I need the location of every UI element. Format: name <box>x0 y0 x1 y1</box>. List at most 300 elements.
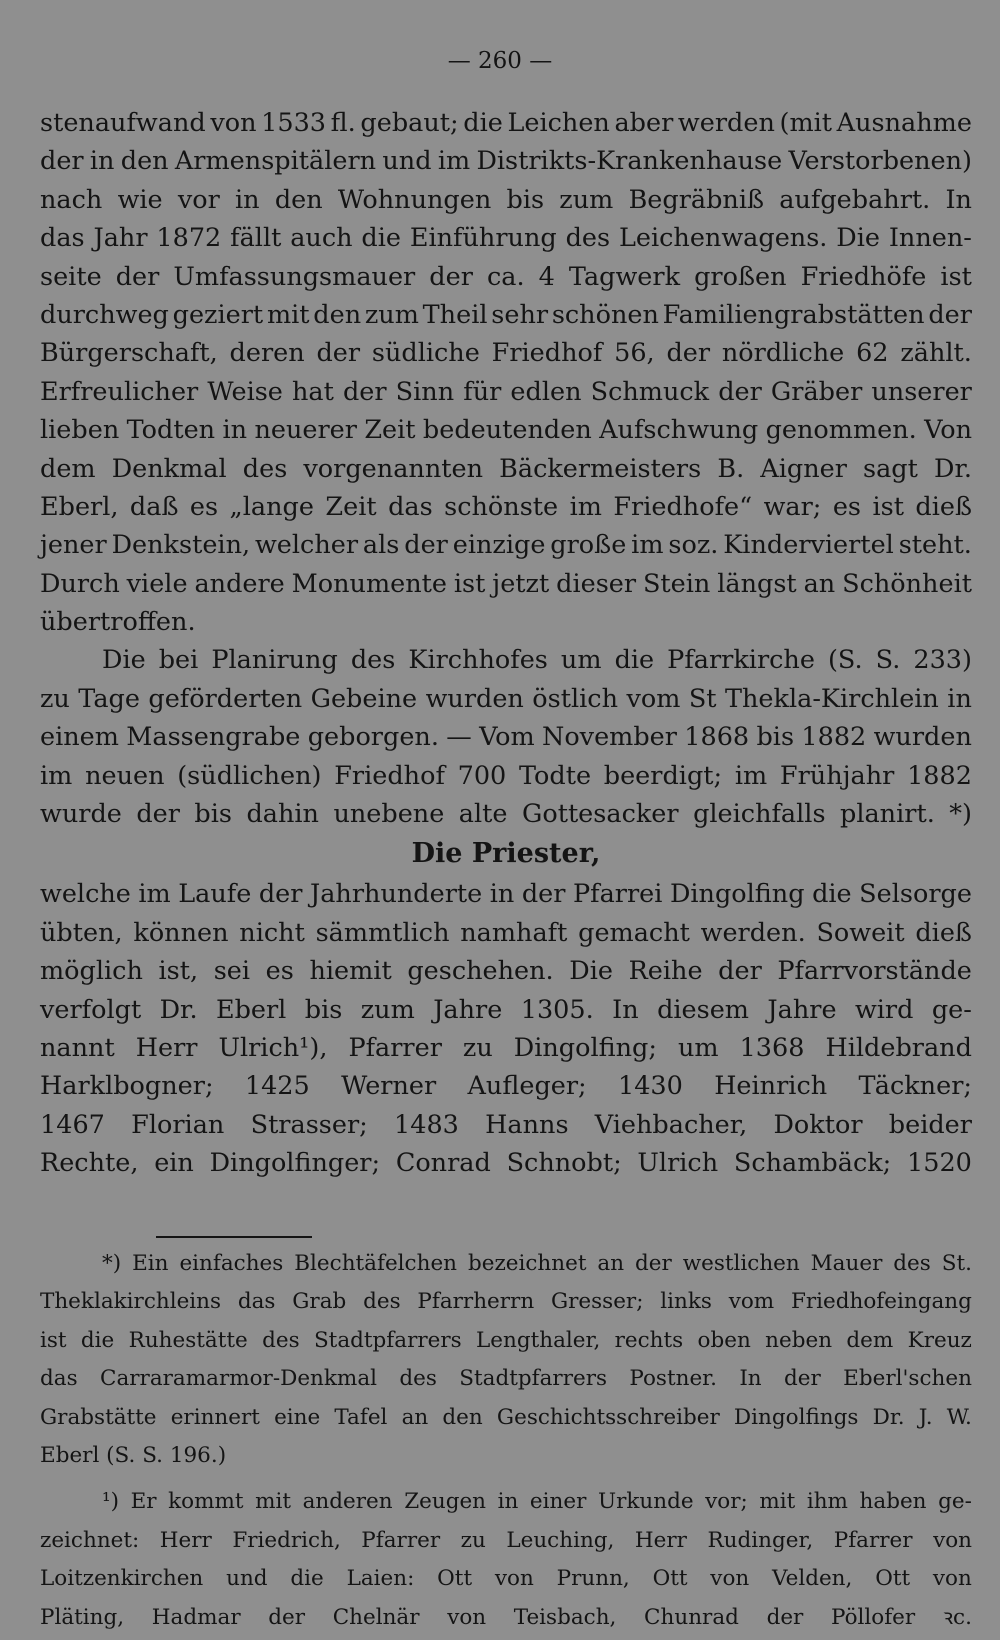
word: Heinrich <box>714 1071 828 1102</box>
word: Herr <box>135 1032 198 1063</box>
word: der <box>40 146 84 177</box>
word: der <box>136 799 180 830</box>
word: können <box>133 917 229 948</box>
word: von <box>447 1604 487 1630</box>
word: das <box>40 223 85 254</box>
word: Lengthaler, <box>476 1327 601 1353</box>
word: jener <box>40 530 107 561</box>
word: (südlichen) <box>177 760 322 791</box>
word: genommen. <box>765 415 917 446</box>
word: Aufschwung <box>599 415 759 446</box>
word: 1483 <box>394 1109 459 1140</box>
word: ge- <box>938 1489 972 1515</box>
word: Weise <box>207 376 283 407</box>
word: Umfassungsmauer <box>173 261 416 292</box>
word: Wohnungen <box>337 184 492 215</box>
word: der <box>784 1366 821 1392</box>
word: 4 <box>538 261 555 292</box>
word: bedeutenden <box>422 415 592 446</box>
word: Friedhof <box>491 338 603 369</box>
word: 1425 <box>244 1071 310 1102</box>
word: Hanns <box>485 1109 569 1140</box>
word: 1882 <box>801 722 867 753</box>
word: der <box>666 338 711 369</box>
word: Pfarrer <box>833 1527 913 1553</box>
word: Die <box>102 645 146 676</box>
text-line <box>40 875 972 913</box>
text-line <box>40 914 972 952</box>
word: bis <box>194 799 232 830</box>
word: ꝛc. <box>942 1604 972 1630</box>
word: In <box>945 184 972 215</box>
word: der <box>429 261 473 292</box>
word: der <box>268 1604 306 1630</box>
word: Leichenwagens. <box>618 223 828 254</box>
word: der <box>258 879 303 910</box>
word: Denkstein, <box>111 530 251 561</box>
word: unebene <box>333 799 445 830</box>
word: 1882 <box>907 760 972 791</box>
word: Gebeine <box>310 683 418 714</box>
word: nach <box>40 184 103 215</box>
word: der <box>635 1251 672 1276</box>
word: Herr <box>159 1527 212 1553</box>
word: W. <box>946 1404 972 1430</box>
word: Dr. <box>159 994 198 1025</box>
word: Dingolfing <box>669 879 805 910</box>
word: Täckner; <box>858 1071 972 1102</box>
word: Dingolfing; <box>513 1032 657 1063</box>
word: Einführung <box>409 223 557 254</box>
word: ist, <box>158 956 199 987</box>
word: Mauer <box>810 1251 883 1276</box>
word: Tagwerk <box>568 261 681 292</box>
word: Friedhofe“ <box>613 491 753 522</box>
word: zum <box>559 184 614 215</box>
word: Verstorbenen) <box>788 146 972 177</box>
section-heading: Die Priester, <box>411 838 601 870</box>
word: 56, <box>614 338 655 369</box>
text-line <box>40 104 972 142</box>
word: die <box>290 1566 324 1592</box>
text-line <box>40 411 972 449</box>
word: Stein <box>642 568 711 599</box>
text-line <box>40 991 972 1029</box>
word: neuerer <box>254 415 357 446</box>
word: welcher <box>254 530 359 561</box>
word: 1305. <box>520 994 594 1025</box>
word: Zeit <box>325 491 377 522</box>
word: oben <box>697 1327 751 1353</box>
word: In <box>612 994 639 1025</box>
word: 1430 <box>617 1071 683 1102</box>
word: 1467 <box>40 1109 105 1140</box>
word: 1368 <box>739 1032 805 1063</box>
word: Conrad <box>395 1148 491 1179</box>
word: zu <box>462 1032 493 1063</box>
word: Jahre <box>767 994 837 1025</box>
word: Stadtpfarrers <box>313 1327 462 1353</box>
word: Friedrich, <box>232 1527 341 1553</box>
word: Dingolfinger; <box>209 1148 381 1179</box>
word: Aigner <box>760 453 847 484</box>
text-line <box>40 718 972 756</box>
word: Doktor <box>773 1109 863 1140</box>
word: Ott <box>652 1566 688 1592</box>
word: November <box>542 722 677 753</box>
word: 1868 <box>684 722 750 753</box>
word: neuen <box>85 760 165 791</box>
word: des <box>262 1327 300 1353</box>
word: *) <box>949 799 972 830</box>
word: mit <box>255 1489 292 1515</box>
text-line <box>40 757 972 795</box>
footnote-line <box>40 1325 972 1363</box>
word: 1872 <box>156 223 222 254</box>
word: das <box>40 1366 78 1392</box>
word: ist <box>940 261 972 292</box>
word: für <box>463 376 502 407</box>
word: Schambäck; <box>733 1148 892 1179</box>
word: Velden, <box>772 1566 853 1592</box>
word: Ott <box>437 1566 473 1592</box>
word: beerdigt; <box>603 760 723 791</box>
word: Tage <box>78 683 140 714</box>
footnote-line <box>40 1486 972 1524</box>
word: vom <box>728 1289 775 1315</box>
word: 1520 <box>907 1148 972 1179</box>
word: den <box>274 184 323 215</box>
word: Gräber <box>770 376 863 407</box>
word: südliche <box>371 338 480 369</box>
word: des <box>399 1366 437 1392</box>
word: „lange <box>229 491 314 522</box>
word: sehr <box>491 299 549 330</box>
text-line <box>40 1067 972 1105</box>
word: Todte <box>519 760 592 791</box>
word: zu <box>460 1527 486 1553</box>
word: der <box>316 338 361 369</box>
word: gleichfalls <box>693 799 826 830</box>
word: eine <box>274 1404 321 1430</box>
word: des <box>565 223 611 254</box>
word: Loitzenkirchen <box>40 1566 204 1592</box>
word: Pfarrkirche <box>667 645 815 676</box>
text-line <box>40 334 972 372</box>
word: ist <box>453 568 486 599</box>
word: geborgen. <box>307 722 439 753</box>
word: Bürgerschaft, <box>40 338 218 369</box>
word: Rechte, <box>40 1148 139 1179</box>
word: Jahr <box>93 223 148 254</box>
word: dem <box>40 453 96 484</box>
word: der <box>115 261 160 292</box>
word: sagt <box>863 453 918 484</box>
word: großen <box>694 261 787 292</box>
word: dieser <box>556 568 637 599</box>
word: Pfarrei <box>572 879 663 910</box>
word: Harklbogner; <box>40 1071 214 1102</box>
word: Prunn, <box>556 1566 630 1592</box>
word: möglich <box>40 956 143 987</box>
footnote-line <box>40 1363 972 1401</box>
word: von <box>710 1566 750 1592</box>
word: neben <box>765 1327 833 1353</box>
footnote-gap <box>40 1478 972 1486</box>
word: wie <box>117 184 163 215</box>
word: erinnert <box>170 1404 260 1430</box>
word: Jahre <box>433 994 503 1025</box>
word: soz. <box>668 530 719 561</box>
word: übten, <box>40 917 123 948</box>
word: Die <box>836 223 880 254</box>
word: Die <box>569 956 613 987</box>
text-line <box>40 1144 972 1182</box>
word: östlich <box>532 683 618 714</box>
word: Pöllofer <box>830 1604 916 1630</box>
word: Laufe <box>178 879 252 910</box>
word: jetzt <box>492 568 550 599</box>
word: Gottesacker <box>521 799 679 830</box>
word: ein <box>154 1148 194 1179</box>
word: im <box>437 146 471 177</box>
footnote-line <box>40 1286 972 1324</box>
word: Tafel <box>334 1404 388 1430</box>
word: Ulrich <box>637 1148 719 1179</box>
word: von <box>933 1527 972 1553</box>
word: mit <box>759 1489 796 1515</box>
word: wurden <box>873 722 972 753</box>
word: Leuching, <box>506 1527 615 1553</box>
word: Ulrich¹), <box>218 1032 328 1063</box>
word: Pfarrvorstände <box>777 956 972 987</box>
word: Ein <box>132 1251 169 1276</box>
word: bis <box>756 722 795 753</box>
word: in <box>235 184 260 215</box>
word: Grabstätte <box>40 1404 157 1430</box>
word: Chelnär <box>332 1604 420 1630</box>
text-line <box>40 181 972 219</box>
word: *) <box>102 1251 122 1276</box>
word: dieß <box>915 491 972 522</box>
word: die <box>812 879 852 910</box>
word: das <box>388 491 433 522</box>
word: Eberl <box>215 994 287 1025</box>
word: der <box>521 879 566 910</box>
word: bis <box>506 184 545 215</box>
word: es <box>832 491 862 522</box>
word: der <box>342 376 387 407</box>
word: Hildebrand <box>825 1032 972 1063</box>
word: ¹) <box>102 1489 120 1515</box>
word: Kinderviertel <box>723 530 894 561</box>
word: wird <box>854 994 914 1025</box>
word: nördliche <box>721 338 845 369</box>
word: war; <box>763 491 822 522</box>
word: im <box>40 760 73 791</box>
word: andere <box>194 568 285 599</box>
word: — <box>446 722 472 753</box>
word: Schnobt; <box>506 1148 622 1179</box>
word: St <box>688 683 717 714</box>
word: des <box>242 453 288 484</box>
page-number: — 260 — <box>447 48 553 74</box>
word: es <box>265 956 294 987</box>
footnote-line <box>40 1402 972 1440</box>
word: nannt <box>40 1032 115 1063</box>
word: in <box>497 1489 519 1515</box>
word: der <box>766 1604 804 1630</box>
word: an <box>597 1251 625 1276</box>
word: Theil <box>422 299 488 330</box>
word: vor <box>177 184 220 215</box>
word: Friedhof <box>334 760 445 791</box>
word: Teisbach, <box>513 1604 617 1630</box>
word: Carraramarmor-Denkmal <box>100 1366 378 1392</box>
word: Dr. <box>872 1404 905 1430</box>
word: planirt. <box>840 799 935 830</box>
word: Florian <box>131 1109 225 1140</box>
word: Soweit <box>816 917 905 948</box>
word: lieben <box>40 415 120 446</box>
word: gemacht <box>578 917 690 948</box>
word: Chunrad <box>644 1604 739 1630</box>
word: Von <box>924 415 972 446</box>
word: westlichen <box>682 1251 800 1276</box>
word: Laien: <box>346 1566 415 1592</box>
word: wurden <box>425 683 524 714</box>
word: Bäckermeisters <box>499 453 702 484</box>
word: vom <box>626 683 681 714</box>
word: einer <box>529 1489 587 1515</box>
word: um <box>677 1032 719 1063</box>
word: ist <box>40 1327 67 1353</box>
word: Geschichtsschreiber <box>496 1404 720 1430</box>
word: diesem <box>657 994 749 1025</box>
word: (mit <box>779 108 833 138</box>
word: daß <box>129 491 179 522</box>
word: beider <box>888 1109 972 1140</box>
text-line <box>40 258 972 296</box>
word: namhaft <box>460 917 568 948</box>
word: seite <box>40 261 102 292</box>
word: von <box>494 1566 534 1592</box>
word: In <box>739 1366 762 1392</box>
word: aber <box>614 108 674 138</box>
word: die <box>614 645 655 676</box>
word: Friedhofeingang <box>790 1289 972 1315</box>
word: unserer <box>871 376 972 407</box>
word: im <box>631 530 664 561</box>
word: von <box>932 1566 972 1592</box>
word: Eberl'schen <box>843 1366 972 1392</box>
word: Thekla-Kirchlein <box>724 683 939 714</box>
word: steht. <box>898 530 972 561</box>
word: einzige <box>452 530 546 561</box>
text-line <box>40 296 972 334</box>
word: nicht <box>239 917 305 948</box>
text-line <box>40 142 972 180</box>
word: der <box>718 956 762 987</box>
word: Viehbacher, <box>594 1109 748 1140</box>
word: fl. <box>330 108 356 138</box>
word: in <box>89 146 115 177</box>
word: hat <box>292 376 334 407</box>
word: Planirung <box>211 645 338 676</box>
word: Massengrabe <box>126 722 301 753</box>
word: Grab <box>292 1289 347 1315</box>
text-line <box>40 680 972 718</box>
word: gebaut; <box>360 108 459 138</box>
text-line <box>40 952 972 990</box>
word: an <box>803 568 836 599</box>
word: große <box>550 530 627 561</box>
word: Friedhöfe <box>800 261 927 292</box>
word: sei <box>213 956 251 987</box>
word: Selsorge <box>859 879 972 910</box>
word: Denkmal <box>111 453 227 484</box>
word: Gresser; <box>550 1289 644 1315</box>
word: des <box>893 1251 931 1276</box>
word: deren <box>229 338 305 369</box>
word: verfolgt <box>40 994 142 1025</box>
word: geziert <box>172 299 264 330</box>
word: rechts <box>614 1327 684 1353</box>
text-line <box>40 565 972 603</box>
footnote-line: Eberl (S. S. 196.) <box>40 1442 227 1468</box>
word: die <box>80 1327 115 1353</box>
word: hiemit <box>309 956 392 987</box>
word: S. <box>875 645 901 676</box>
word: zum <box>360 994 415 1025</box>
word: Schmuck <box>590 376 710 407</box>
word: bezeichnet <box>467 1251 587 1276</box>
word: Erfreulicher <box>40 376 199 407</box>
word: um <box>560 645 602 676</box>
word: St. <box>941 1251 972 1276</box>
word: und <box>382 146 432 177</box>
word: in <box>947 683 972 714</box>
word: bei <box>158 645 199 676</box>
word: Sinn <box>395 376 455 407</box>
word: als <box>362 530 400 561</box>
word: Stadtpfarrers <box>459 1366 608 1392</box>
text-line <box>40 488 972 526</box>
word: geschehen. <box>407 956 554 987</box>
word: einfaches <box>179 1251 284 1276</box>
text-line <box>40 795 972 833</box>
word: einem <box>40 722 119 753</box>
word: Monumente <box>291 568 448 599</box>
word: des <box>350 645 396 676</box>
word: Dr. <box>934 453 972 484</box>
word: Schönheit <box>842 568 972 599</box>
word: (S. <box>827 645 863 676</box>
word: bis <box>304 994 343 1025</box>
word: haben <box>859 1489 927 1515</box>
word: J. <box>918 1404 933 1430</box>
word: des <box>363 1289 401 1315</box>
word: dieß <box>915 917 972 948</box>
word: von <box>210 108 257 138</box>
word: im <box>138 879 171 910</box>
word: Blechtäfelchen <box>294 1251 458 1276</box>
word: die <box>361 223 401 254</box>
word: alte <box>458 799 508 830</box>
word: in <box>489 879 515 910</box>
word: Frühjahr <box>779 760 895 791</box>
word: durchweg <box>40 299 169 330</box>
